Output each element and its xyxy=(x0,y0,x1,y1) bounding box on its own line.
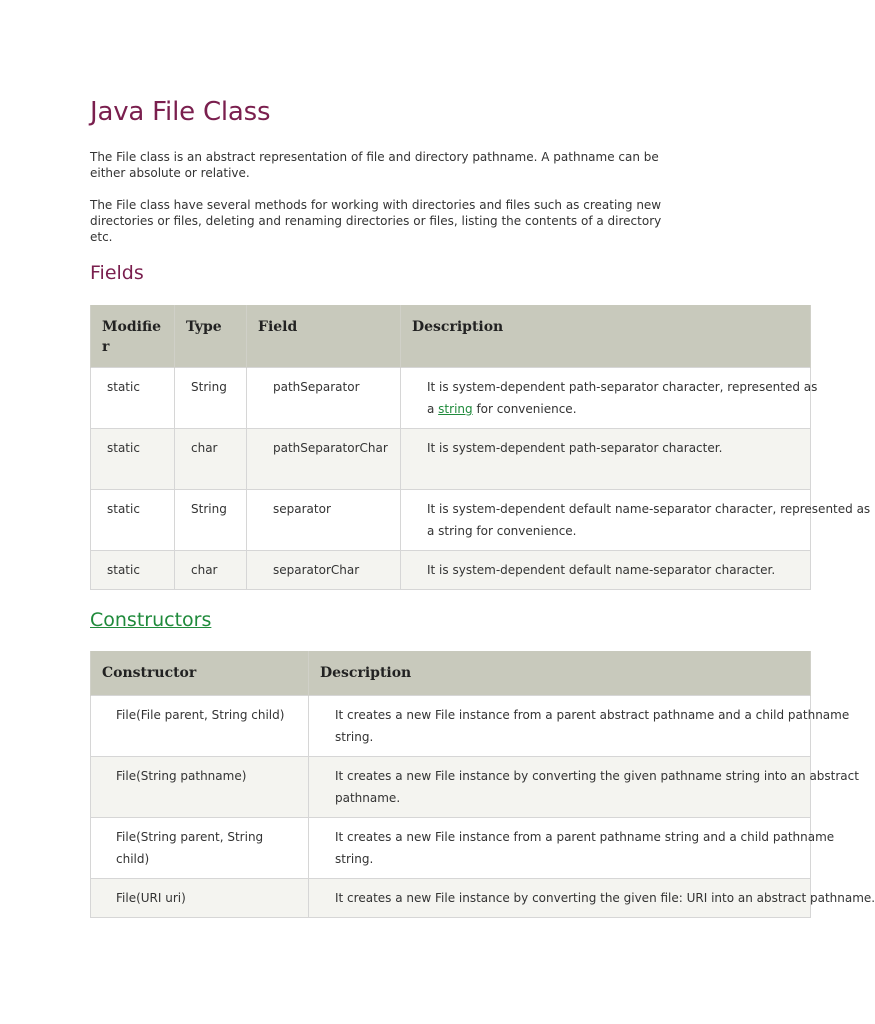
column-header-field: Field xyxy=(247,305,401,368)
cell-field: separatorChar xyxy=(247,551,401,590)
page-title: Java File Class xyxy=(90,97,271,127)
constructors-heading-link[interactable]: Constructors xyxy=(90,609,212,631)
description-text: for convenience. xyxy=(472,402,577,416)
cell-modifier: static xyxy=(91,490,175,551)
table-row xyxy=(91,817,811,878)
cell-constructor: File(File parent, String child) xyxy=(91,695,309,756)
description-line: It creates a new File instance by converting the given file: URI into an abstract pathname. xyxy=(335,890,875,905)
column-header-description: Description xyxy=(309,651,811,695)
table-row xyxy=(91,551,811,590)
description-text: a xyxy=(427,402,439,416)
cell-type: char xyxy=(175,429,247,490)
cell-description xyxy=(309,695,850,756)
column-header-modifier: Modifier xyxy=(91,305,175,368)
cell-modifier: static xyxy=(91,551,175,590)
cell-field: pathSeparatorChar xyxy=(247,429,401,490)
constructors-table-header-row xyxy=(91,651,811,695)
table-row xyxy=(91,756,811,817)
string-link[interactable]: string xyxy=(438,402,473,416)
column-header-constructor: Constructor xyxy=(91,651,309,695)
intro-paragraph-2: The File class have several methods for working with directories and files such as creating new directories or files, deleting and renaming directories or files, listing the contents of a directory etc. xyxy=(90,198,662,244)
cell-constructor: File(String pathname) xyxy=(91,756,309,817)
description-line: string. xyxy=(335,851,374,866)
document-page xyxy=(90,0,875,1024)
cell-modifier: static xyxy=(91,368,175,429)
cell-description xyxy=(309,817,835,878)
cell-modifier: static xyxy=(91,429,175,490)
cell-description xyxy=(401,368,818,429)
table-row xyxy=(91,490,811,551)
description-line: It is system-dependent path-separator character. xyxy=(427,441,723,455)
cell-type: char xyxy=(175,551,247,590)
cell-description xyxy=(309,756,859,817)
description-line xyxy=(427,398,800,420)
description-line: It is system-dependent default name-separator character. xyxy=(427,563,776,577)
constructors-table xyxy=(90,651,875,918)
table-row xyxy=(91,878,811,917)
cell-description xyxy=(401,551,811,590)
table-row xyxy=(91,429,811,490)
intro-paragraph-1: The File class is an abstract representation of file and directory pathname. A pathname can be either absolute or relative. xyxy=(90,150,659,180)
table-row xyxy=(91,695,811,756)
description-line: It creates a new File instance from a parent pathname string and a child pathname xyxy=(335,829,835,844)
cell-constructor: File(String parent, String child) xyxy=(91,817,309,878)
description-line: It is system-dependent path-separator character, represented as xyxy=(427,380,818,394)
cell-field: separator xyxy=(247,490,401,551)
fields-heading: Fields xyxy=(90,262,144,284)
cell-description xyxy=(309,878,875,917)
cell-constructor: File(URI uri) xyxy=(91,878,309,917)
fields-table-header-row xyxy=(91,305,811,368)
description-line: It is system-dependent default name-separator character, represented as xyxy=(427,502,871,516)
description-line: string. xyxy=(335,729,374,744)
fields-table xyxy=(90,305,871,590)
cell-description xyxy=(401,429,811,490)
table-row xyxy=(91,368,811,429)
cell-description xyxy=(401,490,871,551)
description-line: It creates a new File instance from a parent abstract pathname and a child pathname xyxy=(335,707,850,722)
column-header-type: Type xyxy=(175,305,247,368)
description-line: It creates a new File instance by converting the given pathname string into an abstract xyxy=(335,768,859,783)
description-line: a string for convenience. xyxy=(427,524,577,538)
cell-type: String xyxy=(175,368,247,429)
description-line: pathname. xyxy=(335,790,401,805)
cell-field: pathSeparator xyxy=(247,368,401,429)
column-header-description: Description xyxy=(401,305,811,368)
cell-type: String xyxy=(175,490,247,551)
